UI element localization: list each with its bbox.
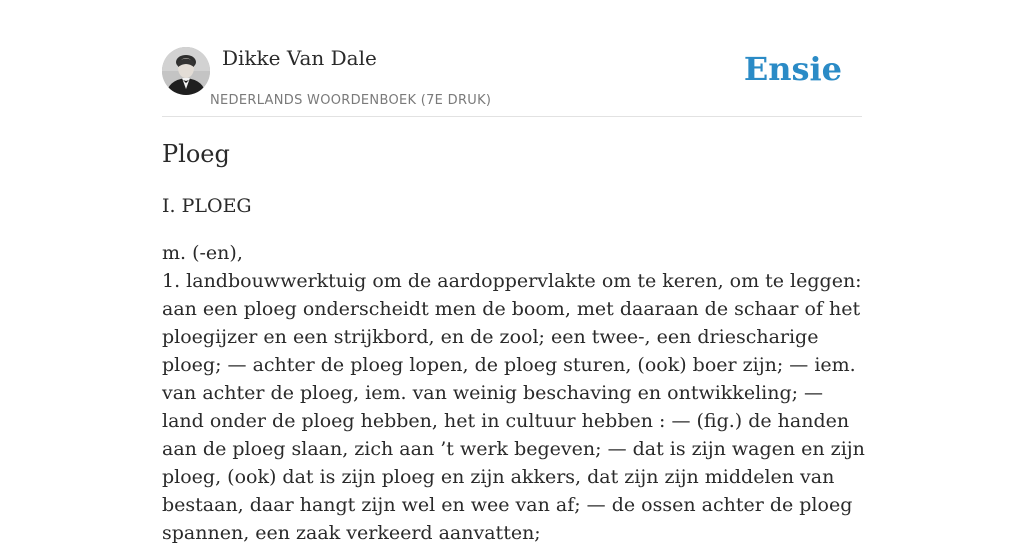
author-portrait-image [162, 47, 210, 95]
entry-title: Ploeg [162, 140, 230, 168]
sense-heading: I. PLOEG [162, 195, 252, 217]
author-name[interactable]: Dikke Van Dale [222, 46, 377, 70]
site-logo[interactable]: Ensie [743, 50, 842, 88]
author-avatar[interactable] [162, 47, 210, 95]
source-label[interactable]: NEDERLANDS WOORDENBOEK (7E DRUK) [210, 93, 492, 108]
author-header [162, 0, 862, 117]
definition-text: m. (-en), 1. landbouwwerktuig om de aardoppervlakte om te keren, om te leggen: aan een ploeg onderscheidt men de boom, met daaraan de schaar of het ploegijzer en een strijkbord, en de zool; een twee-, een driescharige ploeg; — achter de ploeg lopen, de ploeg sturen, (ook) boer zijn; — iem. van achter de ploeg, iem. van weinig beschaving en ontwikkeling; — land onder de ploeg hebben, het in cultuur hebben : — (fig.) de handen aan de ploeg slaan, zich aan ’t werk begeven; — dat is zijn wagen en zijn ploeg, (ook) dat is zijn ploeg en zijn akkers, dat zijn zijn middelen van bestaan, daar hangt zijn wel en wee van af; — de ossen achter de ploeg spannen, een zaak verkeerd aanvatten; [162, 242, 865, 544]
page-container [162, 0, 865, 544]
